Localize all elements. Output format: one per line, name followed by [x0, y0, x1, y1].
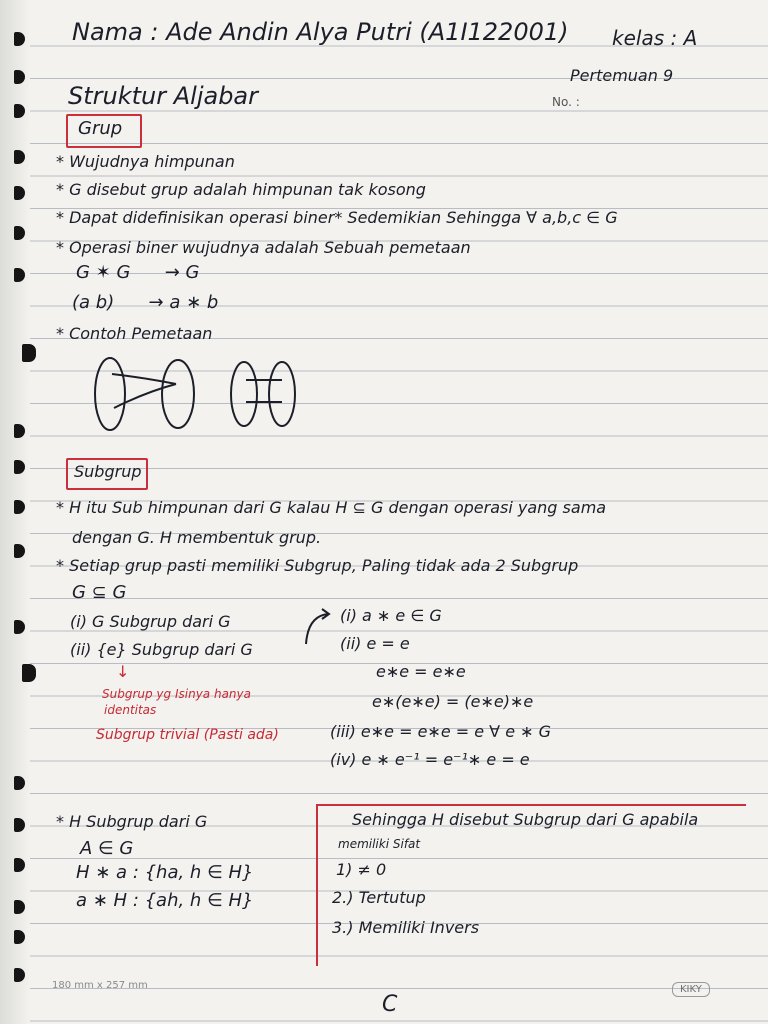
- box-line: 3.) Memiliki Invers: [332, 918, 480, 937]
- red-note: identitas: [104, 703, 157, 717]
- note-line: * Setiap grup pasti memiliki Subgrup, Paling tidak ada 2 Subgrup: [56, 556, 579, 575]
- math-line: a ∗ H : {ah, h ∈ H}: [76, 890, 254, 911]
- red-box-left: [316, 804, 318, 966]
- box-line: Sehingga H disebut Subgrup dari G apabila: [352, 810, 699, 829]
- proof-line: e∗e = e∗e: [376, 662, 466, 681]
- curved-arrow: [300, 606, 334, 646]
- red-note: Subgrup trivial (Pasti ada): [96, 727, 279, 743]
- map-arrow: [112, 374, 176, 384]
- note-line: (ii) {e} Subgrup dari G: [70, 640, 253, 659]
- number-label: No. :: [552, 95, 580, 109]
- proof-line: e∗(e∗e) = (e∗e)∗e: [372, 692, 534, 711]
- box-line: memiliki Sifat: [338, 837, 421, 851]
- map-arrow: [114, 384, 176, 408]
- bottom-mark: C: [382, 992, 398, 1017]
- note-line: * G disebut grup adalah himpunan tak kosong: [56, 180, 426, 199]
- note-line: (i) G Subgrup dari G: [70, 612, 231, 631]
- class-label: kelas : A: [612, 26, 698, 50]
- note-line: * Wujudnya himpunan: [56, 152, 235, 171]
- red-box-top: [316, 804, 746, 806]
- proof-line: (iii) e∗e = e∗e = e ∀ e ∗ G: [330, 722, 552, 741]
- set-ellipse: [162, 360, 194, 428]
- set-ellipse: [269, 362, 295, 426]
- proof-line: (iv) e ∗ e⁻¹ = e⁻¹∗ e = e: [330, 750, 530, 769]
- note-line: * Contoh Pemetaan: [56, 324, 213, 343]
- red-arrow: ↓: [116, 662, 130, 681]
- set-ellipse: [231, 362, 257, 426]
- math-line: G ✶ G → G: [76, 262, 200, 283]
- brand-logo: KIKY: [672, 982, 710, 997]
- math-line: A ∈ G: [80, 838, 134, 859]
- note-line: * Operasi biner wujudnya adalah Sebuah pemetaan: [56, 238, 471, 257]
- paper-size-label: 180 mm x 257 mm: [52, 980, 148, 991]
- binding-hole: [22, 344, 36, 362]
- note-line: * Dapat didefinisikan operasi biner* Sedemikian Sehingga ∀ a,b,c ∈ G: [56, 208, 618, 227]
- proof-line: (ii) e = e: [340, 634, 410, 653]
- note-line: * H Subgrup dari G: [56, 812, 208, 831]
- student-name: Nama : Ade Andin Alya Putri (A1I122001): [72, 18, 569, 46]
- math-line: (a b) → a ∗ b: [72, 292, 219, 313]
- binding-hole: [22, 664, 36, 682]
- proof-line: (i) a ∗ e ∈ G: [340, 606, 442, 625]
- math-line: H ∗ a : {ha, h ∈ H}: [76, 862, 254, 883]
- math-line: G ⊆ G: [72, 582, 127, 603]
- note-line: * H itu Sub himpunan dari G kalau H ⊆ G dengan operasi yang sama: [56, 498, 607, 517]
- page-title: Struktur Aljabar: [68, 82, 259, 110]
- heading-grup: Grup: [78, 118, 123, 139]
- box-line: 1) ≠ 0: [336, 860, 387, 879]
- heading-subgrup: Subgrup: [74, 462, 142, 481]
- red-note: Subgrup yg Isinya hanya: [102, 687, 251, 701]
- mapping-diagram: [86, 356, 306, 436]
- meeting-label: Pertemuan 9: [570, 66, 674, 85]
- box-line: 2.) Tertutup: [332, 888, 426, 907]
- set-ellipse: [95, 358, 125, 430]
- note-line: dengan G. H membentuk grup.: [72, 528, 322, 547]
